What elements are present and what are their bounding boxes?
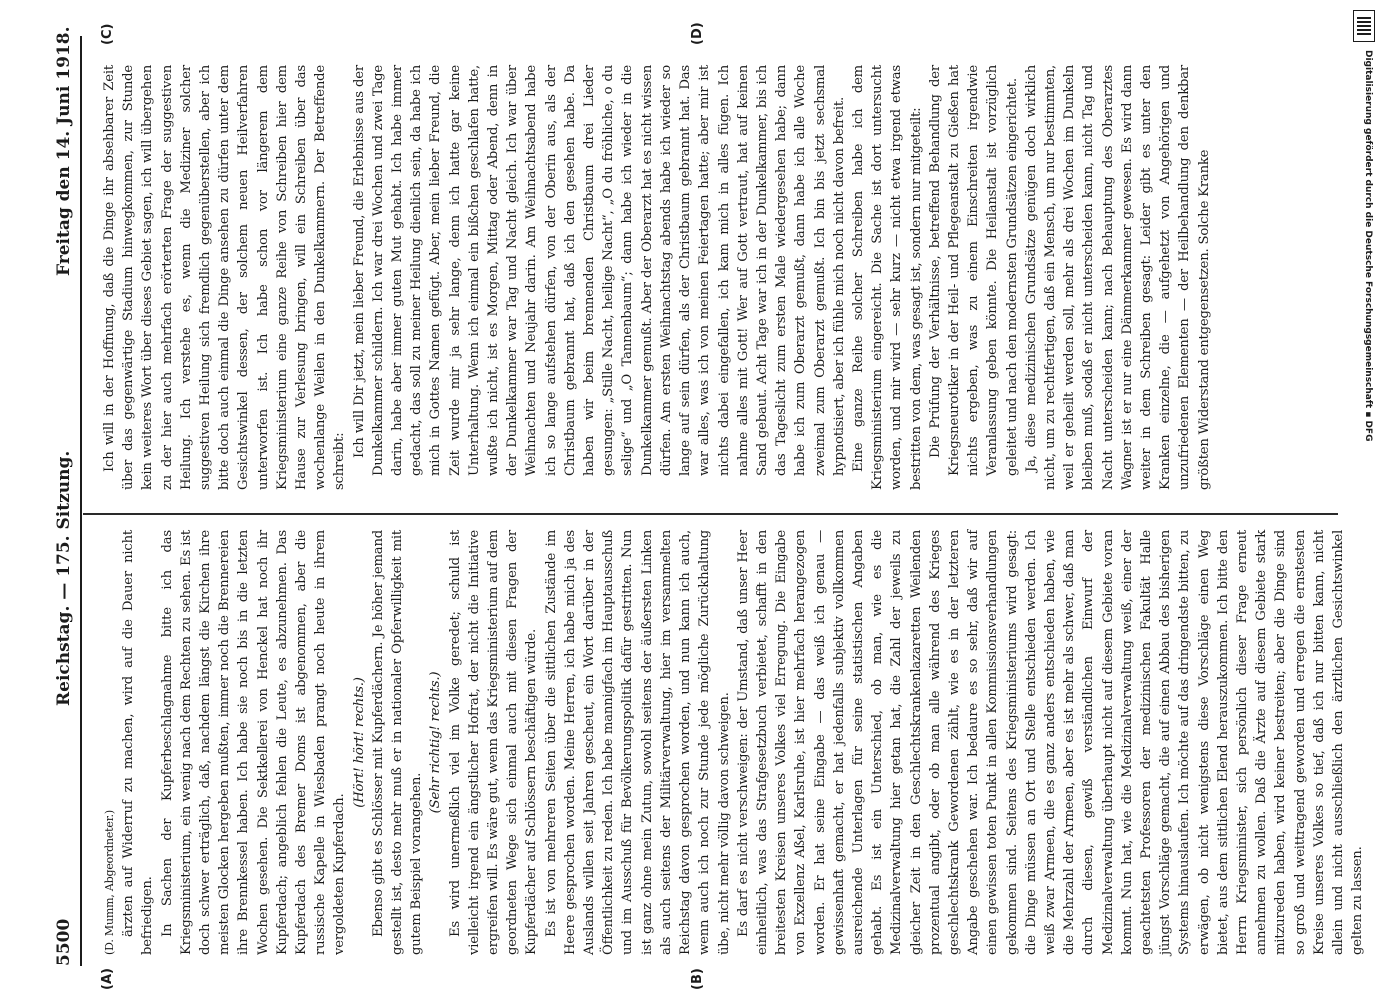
page-number: 5500 (54, 918, 74, 966)
paragraph: In Sachen der Kupferbeschlagnahme bitte ich das Kriegsministerium, ein wenig nach dem Rechten zu sehen. Es ist doch schwer erträglich, daß, nachdem längst die Kirchen ihre meisten Glocken hergeben mußten, immer noch die Brennereien ihre Brennkessel haben. Ich habe sie noch bis in die letzten Wochen gesehen. Die Sektkellerei von Henckel hat noch ihr Kupferdach; angeblich fehlen die Leute, es abzunehmen. Das Kupferdach des Bremer Doms ist abgenommen, aber die russische Kapelle in Wiesbaden prangt noch heute in ihrem vergoldeten Kupferdach. (159, 530, 348, 955)
speaker-line: (D. Mumm, Abgeordneter.) (103, 810, 116, 955)
page-header (54, 26, 94, 966)
paragraph: Es ist von mehreren Seiten über die sittlichen Zustände im Heere gesprochen worden. Meine Herren, ich habe mich ja des Auslands willen seit Jahren gescheut, ein Wort darüber in der Öffentlichkeit zu reden. Ich habe mannigfach im Hauptausschuß und im Ausschuß für Bevölkerungspolitik dafür gestritten. Nun ist ganz ohne mein Zutun, sowohl seitens der äußersten Linken als auch seitens der Militärverwaltung, hier im versammelten Reichstag davon gesprochen worden, und nun kann ich auch, wenn auch ich noch zur Stunde jede mögliche Zurückhaltung übe, nicht mehr völlig davon schweigen. (543, 530, 732, 955)
paragraph: Es darf es nicht verschweigen: der Umstand, daß unser Heer einheitlich, was das Strafgesetzbuch verbietet, schafft in den breitesten Kreisen unseres Volkes viel Erregung. Die Eingabe von Exzellenz Aßel, Karlsruhe, ist hier mehrfach herangezogen worden. Er hat seine Eingabe — das weiß ich genau — gewissenhaft gemacht, er hat jedenfalls subjektiv vollkommen ausreichende Unterlagen für seine statistischen Angaben gehabt. Es ist ein Unterschied, ob man, wie es die Medizinalverwaltung hier getan hat, die Zahl der jeweils zu gleicher Zeit in den Geschlechtskrankenlazaretten Weilenden prozentual angibt, oder ob man alle während des Krieges geschlechtskrank Gewordenen zählt, wie es in der letzteren Angabe geschehen war. Ich bedaure es so sehr, daß wir auf einen gewissen toten Punkt in allen Kommissionsverhandlungen gekommen sind. Seitens des Kriegsministeriums wird gesagt: die Dinge müssen an Ort und Stelle entschieden werden. Ich weiß zwar Armeen, die es ganz anders entschieden haben, wie die Mehrzahl der Armeen, aber es ist mehr als schwer, daß man durch diesen, gewiß verständlichen Einwurf der Medizinalverwaltung überhaupt nicht auf diesem Gebiete voran kommt. Nun hat, wie die Medizinalverwaltung weiß, einer der geachtetsten Professoren der medizinischen Fakultät Halle jüngst Vorschläge gemacht, die auf einen Abbau des bisherigen Systems hinauslaufen. Ich möchte auf das dringendste bitten, zu erwägen, ob nicht wenigstens diese Vorschläge einen Weg bietet, aus dem sittlichen Elend herauszukommen. Ich bitte den Herrn Kriegsminister, sich persönlich dieser Frage erneut annehmen zu wollen. Daß die Ärzte auf diesem Gebiete stark mitzureden haben, wird keiner bestreiten; aber die Dinge sind so groß und weittragend geworden und erregen die ernstesten Kreise unseres Volkes so tief, daß ich nur bitten kann, nicht allein und nicht ausschließlich den ärztlichen Gesichtswinkel gelten zu lassen. (735, 530, 1366, 955)
paragraph: Eine ganze Reihe solcher Schreiben habe ich dem Kriegsministerium eingereicht. Die Sache ist dort untersucht worden, und mir wird — sehr kurz — nicht etwa irgend etwas bestritten von dem, was gesagt ist, sondern nur mitgeteilt: (850, 65, 924, 490)
header-rule (80, 36, 82, 966)
paragraph: Es wird unermeßlich viel im Volke geredet; schuld ist vielleicht irgend ein ängstlicher Hofrat, der nicht die Initiative ergreifen will. Es wäre gut, wenn das Kriegsministerium auf dem geordneten Wege sich einmal auch mit diesen Fragen der Kupferdächer auf Schlössern beschäftigen würde. (447, 530, 540, 955)
margin-marker-c: (C) (100, 23, 115, 45)
dfg-credit-text: Digitalisierung gefördert durch die Deutsche Forschungsgemeinschaft ▪ DFG (1363, 50, 1373, 442)
paragraph: Ebenso gibt es Schlösser mit Kupferdächern. Je höher jemand gestellt ist, desto mehr muß er in nationaler Opferwilligkeit mit gutem Beispiel vorangehen. (370, 530, 425, 955)
right-column (100, 65, 1214, 490)
margin-marker-d: (D) (690, 22, 705, 45)
dfg-margin-label (1345, 0, 1375, 1000)
quoted-letter: Ich will Dir jetzt, mein lieber Freund, die Erlebnisse aus der Dunkelkammer schildern. Ich war drei Wochen und zwei Tage darin, habe aber immer guten Mut gehabt. Ich habe immer gedacht, das soll zu meiner Heilung dienlich sein, da habe ich mich in Gottes Namen gefügt. Aber, mein lieber Freund, die Zeit wurde mir ja sehr lange, denn ich hatte gar keine Unterhaltung. Wenn ich einmal ein bißchen geschlafen hatte, wußte ich nicht, ist es Morgen, Mittag oder Abend, denn in der Dunkelkammer war Tag und Nacht gleich. Ich war über Weihnachten und Neujahr darin. Am Weihnachtsabend habe ich so lange aufstehen dürfen, von der Oberin aus, als der Christbaum gebrannt hat, daß ich den gesehen habe. Da haben wir beim brennenden Christbaum drei Lieder gesungen: „Stille Nacht, heilige Nacht“, „O du fröhliche, o du selige“ und „O Tannenbaum“; dann habe ich wieder in die Dunkelkammer gemußt. Aber der Oberarzt hat es nicht wissen dürfen. Am ersten Weihnachtstag abends habe ich wieder so lange auf sein dürfen, als der Christbaum gebrannt hat. Das war alles, was ich von meinen Feiertagen hatte; aber mir ist nichts dabei eingefallen, ich kam mich in alles fügen. Ich nahme alles mit Gott! Wer auf Gott vertraut, hat auf keinen Sand gebaut. Acht Tage war ich in der Dunkelkammer, bis ich das Tageslicht zum ersten Male wiedergesehen habe; dann habe ich zum Oberarzt gemußt, dann habe ich alle Woche zweimal zum Oberarzt gemußt. Ich bin bis jetzt sechsmal hypnotisiert, aber ich fühle mich noch nicht davon befreit. (351, 65, 847, 476)
margin-marker-a: (A) (100, 968, 115, 990)
margin-marker-b: (B) (690, 968, 705, 990)
left-column (100, 530, 1367, 955)
header-left-title: Reichstag. — 175. Sitzung. (54, 450, 74, 706)
column-divider (83, 514, 1338, 516)
paragraph: Ich will in der Hoffnung, daß die Dinge ihr absehbarer Zeit über das gegenwärtige Stadium hinwegkommen, zur Stunde kein weiteres Wort über dieses Gebiet sagen, ich will übergehen zu der hier auch mehrfach erörterten Frage der suggestiven Heilung. Ich verstehe es, wenn die Mediziner solcher suggestiven Heilung sich fremdlich gegenüberstellen, aber ich bitte doch auch einmal die Dinge ansehen zu dürfen unter dem Gesichtswinkel dessen, der solchem neuen Heilverfahren unterworfen ist. Ich habe schon vor längerem dem Kriegsministerium eine ganze Reihe von Schreiben hier dem Hause zur Verlesung bringen, will ein Schreiben über das wochenlange Weilen in den Dunkelkammern. Der Betreffende schreibt: (102, 65, 348, 490)
dfg-logo-icon (1353, 10, 1375, 42)
header-right-title: Freitag den 14. Juni 1918. (54, 26, 74, 276)
interjection: (Sehr richtig! rechts.) (428, 671, 444, 814)
quoted-reply: Die Prüfung der Verhältnisse, betreffend Behandlung der Kriegsneurotiker in der Heil- und Pflegeanstalt zu Gießen hat nichts ergeben, was zu einem Einschreiten irgendwie Veranlassung geben könnte. Die Heilanstalt ist vorzüglich geleitet und nach den modernsten Grundsätzen eingerichtet. (927, 65, 1020, 476)
paragraph: Ja, diese medizinischen Grundsätze genügen doch wirklich nicht, um zu rechtfertigen, daß ein Mensch, um nur bestimmten, weil er geheilt werden soll, mehr als drei Wochen im Dunkeln bleiben muß, sodaß er nicht unterscheiden kann, nicht Tag und Nacht unterscheiden kann; nach Behauptung des Oberarztes Wagner ist er nur eine Dämmerkammer gewesen. Es wird dann weiter in dem Schreiben gesagt: Leider gibt es unter den Kranken einzelne, die — aufgehetzt von Angehörigen und unzufriedenen Elementen — der Heilbehandlung den denkbar größten Widerstand entgegensetzen. Solche Kranke (1023, 65, 1212, 490)
interjection: (Hört! hört! rechts.) (351, 677, 367, 808)
paragraph: ärzten auf Widerruf zu machen, wird auf die Dauer nicht befriedigen. (121, 530, 156, 955)
